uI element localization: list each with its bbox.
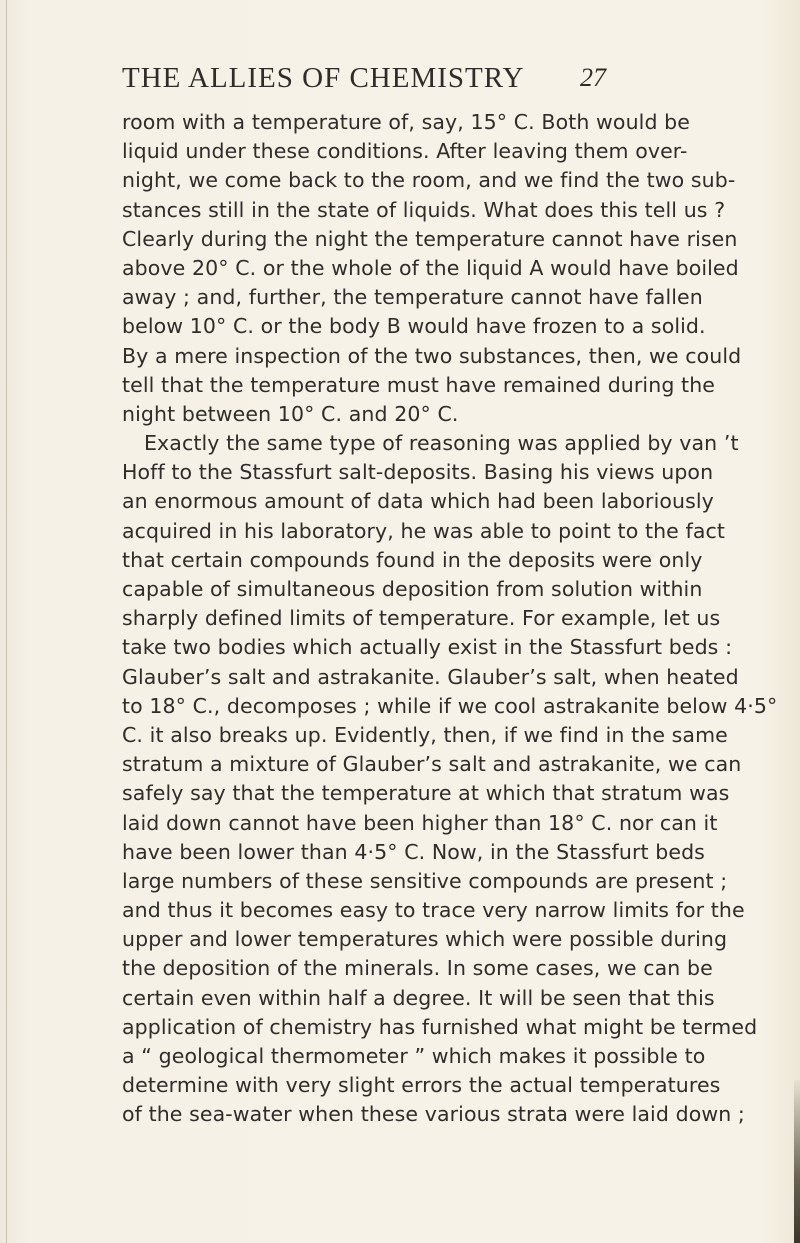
text-line: application of chemistry has furnished what might be termed bbox=[122, 1014, 758, 1039]
text-line: below 10° C. or the body B would have frozen to a solid. bbox=[122, 314, 706, 339]
text-line: take two bodies which actually exist in the Stassfurt beds : bbox=[122, 635, 733, 660]
page-edge-shadow bbox=[794, 1080, 800, 1243]
text-line: determine with very slight errors the actual temperatures bbox=[122, 1073, 721, 1098]
text-line: the deposition of the minerals. In some cases, we can be bbox=[122, 956, 713, 981]
text-line: of the sea-water when these various strata were laid down ; bbox=[122, 1102, 745, 1127]
text-line: to 18° C., decomposes ; while if we cool astrakanite below 4·5° bbox=[122, 693, 778, 718]
text-line: stratum a mixture of Glauber’s salt and astrakanite, we can bbox=[122, 752, 742, 777]
text-line: Glauber’s salt and astrakanite. Glauber’s salt, when heated bbox=[122, 664, 739, 689]
text-line: that certain compounds found in the deposits were only bbox=[122, 547, 703, 572]
text-line: tell that the temperature must have remained during the bbox=[122, 372, 715, 397]
text-line: and thus it becomes easy to trace very narrow limits for the bbox=[122, 898, 745, 923]
text-line: stances still in the state of liquids. What does this tell us ? bbox=[122, 197, 726, 222]
text-line: night between 10° C. and 20° C. bbox=[122, 401, 459, 426]
paragraph-start-line: Exactly the same type of reasoning was applied by van ’t bbox=[144, 431, 739, 456]
page-header bbox=[122, 62, 722, 102]
text-line: have been lower than 4·5° C. Now, in the Stassfurt beds bbox=[122, 839, 705, 864]
text-line: night, we come back to the room, and we find the two sub- bbox=[122, 168, 736, 193]
text-line: safely say that the temperature at which that stratum was bbox=[122, 781, 730, 806]
running-head: THE ALLIES OF CHEMISTRY bbox=[122, 62, 525, 94]
page-number: 27 bbox=[580, 63, 606, 92]
text-line: Clearly during the night the temperature cannot have risen bbox=[122, 226, 738, 251]
text-line: upper and lower temperatures which were possible during bbox=[122, 927, 728, 952]
text-line: acquired in his laboratory, he was able to point to the fact bbox=[122, 518, 726, 543]
text-line: away ; and, further, the temperature cannot have fallen bbox=[122, 285, 703, 310]
text-line: room with a temperature of, say, 15° C. Both would be bbox=[122, 110, 691, 134]
body-text bbox=[122, 108, 778, 1130]
text-line: sharply defined limits of temperature. For example, let us bbox=[122, 606, 721, 631]
text-line: above 20° C. or the whole of the liquid A would have boiled bbox=[122, 255, 739, 280]
text-line: C. it also breaks up. Evidently, then, if we find in the same bbox=[122, 722, 728, 747]
text-line: Hoff to the Stassfurt salt-deposits. Basing his views upon bbox=[122, 460, 714, 485]
text-line: capable of simultaneous deposition from solution within bbox=[122, 577, 703, 601]
text-line: liquid under these conditions. After leaving them over- bbox=[122, 139, 688, 164]
page-gutter-edge bbox=[6, 0, 7, 1243]
text-line: laid down cannot have been higher than 18° C. nor can it bbox=[122, 810, 718, 835]
text-line: a “ geological thermometer ” which makes it possible to bbox=[122, 1044, 706, 1068]
text-line: By a mere inspection of the two substances, then, we could bbox=[122, 343, 742, 368]
text-line: an enormous amount of data which had been laboriously bbox=[122, 489, 714, 514]
text-line: large numbers of these sensitive compounds are present ; bbox=[122, 868, 728, 893]
text-line: certain even within half a degree. It will be seen that this bbox=[122, 985, 715, 1010]
